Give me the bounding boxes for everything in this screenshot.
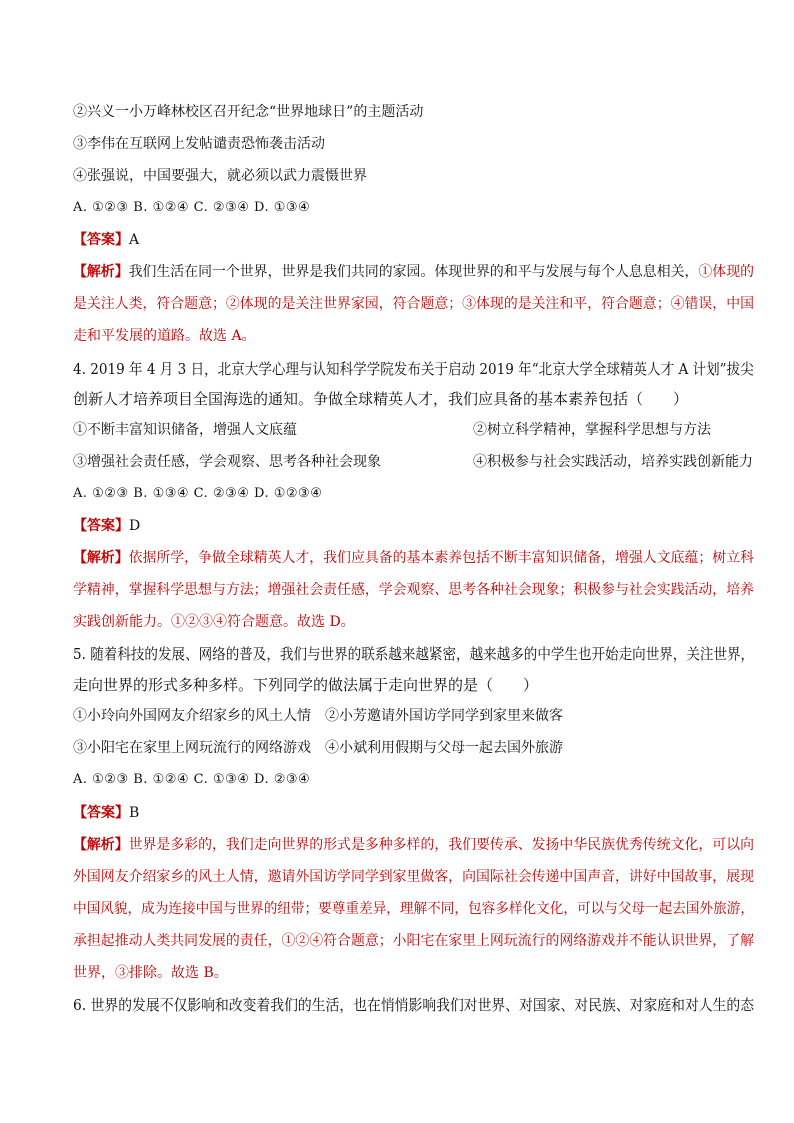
analysis-q4-line3: 实践创新能力。①②③④符合题意。故选 D。 — [73, 614, 355, 630]
analysis-tag: 【解析】 — [73, 264, 129, 280]
options-q5-row2: ③小阳宅在家里上网玩流行的网络游戏 ④小斌利用假期与父母一起去国外旅游 — [73, 740, 563, 756]
answer-value: B — [129, 805, 140, 821]
analysis-text: 我们生活在同一个世界，世界是我们共同的家园。体现世界的和平与发展与每个人息息相关， — [128, 264, 699, 280]
option-2: ②树立科学精神，掌握科学思想与方法 — [473, 422, 711, 438]
answer-tag: 【答案】 — [73, 518, 129, 534]
analysis-q5-line3: 中国风貌，成为连接中国与世界的纽带；要尊重差异，理解不同，包容多样化文化，可以与父母一起去国外旅游， — [73, 901, 755, 917]
choices-q5: A. ①②③ B. ①②④ C. ①③④ D. ②③④ — [73, 772, 311, 787]
analysis-tag: 【解析】 — [73, 837, 129, 853]
answer-tag: 【答案】 — [73, 805, 129, 821]
analysis-q5-line5: 世界，③排除。故选 B。 — [73, 965, 228, 981]
answer-tag: 【答案】 — [73, 232, 129, 248]
analysis-q5-line2: 外国网友介绍家乡的风土人情，邀请外国访学同学到家里做客，向国际社会传递中国声音，讲好中国故事，展现 — [73, 869, 754, 885]
option-4: ④积极参与社会实践活动，培养实践创新能力 — [473, 454, 753, 470]
question-4-line2: 创新人才培养项目全国海选的通知。争做全球精英人才，我们应具备的基本素养包括（ ） — [73, 390, 689, 408]
question-5-line2: 走向世界的形式多种多样。下列同学的做法属于走向世界的是（ ） — [73, 676, 539, 694]
analysis-q3-line1 — [73, 263, 754, 281]
answer-q4 — [73, 517, 140, 535]
answer-value: A — [129, 232, 140, 248]
question-5-line1: 5. 随着科技的发展、网络的普及，我们与世界的联系越来越紧密，越来越多的中学生也开始走向世界，关注世界， — [73, 645, 755, 663]
option-line-2: ②兴义一小万峰林校区召开纪念“世界地球日”的主题活动 — [73, 104, 424, 120]
analysis-text: 依据所学，争做全球精英人才，我们应具备的基本素养包括不断丰富知识储备，增强人文底蕴；树立科 — [128, 550, 754, 566]
analysis-text: 世界是多彩的，我们走向世界的形式是多种多样的，我们要传承、发扬中华民族优秀传统文化，可以向 — [128, 837, 754, 853]
choices-q3: A. ①②③ B. ①②④ C. ②③④ D. ①③④ — [73, 200, 311, 215]
option-1: ①不断丰富知识储备，增强人文底蕴 — [73, 422, 297, 438]
question-6-line1: 6. 世界的发展不仅影响和改变着我们的生活，也在悄悄影响我们对世界、对国家、对民族、对家庭和对人生的态 — [73, 996, 755, 1014]
question-4-line1: 4. 2019 年 4 月 3 日，北京大学心理与认知科学学院发布关于启动 2019 年“北京大学全球精英人才 A 计划”拔尖 — [73, 360, 754, 378]
analysis-q5-line4: 承担起推动人类共同发展的责任，①②④符合题意；小阳宅在家里上网玩流行的网络游戏并不能认识世界，了解 — [73, 933, 754, 949]
analysis-q3-line2: 是关注人类，符合题意；②体现的是关注世界家园，符合题意；③体现的是关注和平，符合题意；④错误，中国 — [73, 296, 754, 312]
answer-q5 — [73, 804, 139, 822]
analysis-q5-line1 — [73, 836, 754, 854]
options-q5-row1: ①小玲向外国网友介绍家乡的风土人情 ②小芳邀请外国访学同学到家里来做客 — [73, 708, 563, 724]
analysis-q4-line1 — [73, 549, 754, 567]
choices-q4: A. ①②③ B. ①③④ C. ②③④ D. ①②③④ — [73, 486, 323, 501]
analysis-highlight: ①体现的 — [698, 264, 754, 280]
answer-value: D — [129, 518, 141, 534]
options-q4-row1 — [73, 421, 711, 439]
answer-q3 — [73, 231, 139, 249]
analysis-tag: 【解析】 — [73, 550, 129, 566]
analysis-q4-line2: 学精神，掌握科学思想与方法；增强社会责任感，学会观察、思考各种社会现象；积极参与社会实践活动，培养 — [73, 582, 754, 598]
analysis-q3-line3: 走和平发展的道路。故选 A。 — [73, 328, 256, 344]
option-line-4: ④张强说，中国要强大，就必须以武力震慑世界 — [73, 168, 367, 184]
option-line-3: ③李伟在互联网上发帖谴责恐怖袭击活动 — [73, 136, 325, 152]
option-3: ③增强社会责任感，学会观察、思考各种社会现象 — [73, 454, 381, 470]
options-q4-row2 — [73, 453, 753, 471]
